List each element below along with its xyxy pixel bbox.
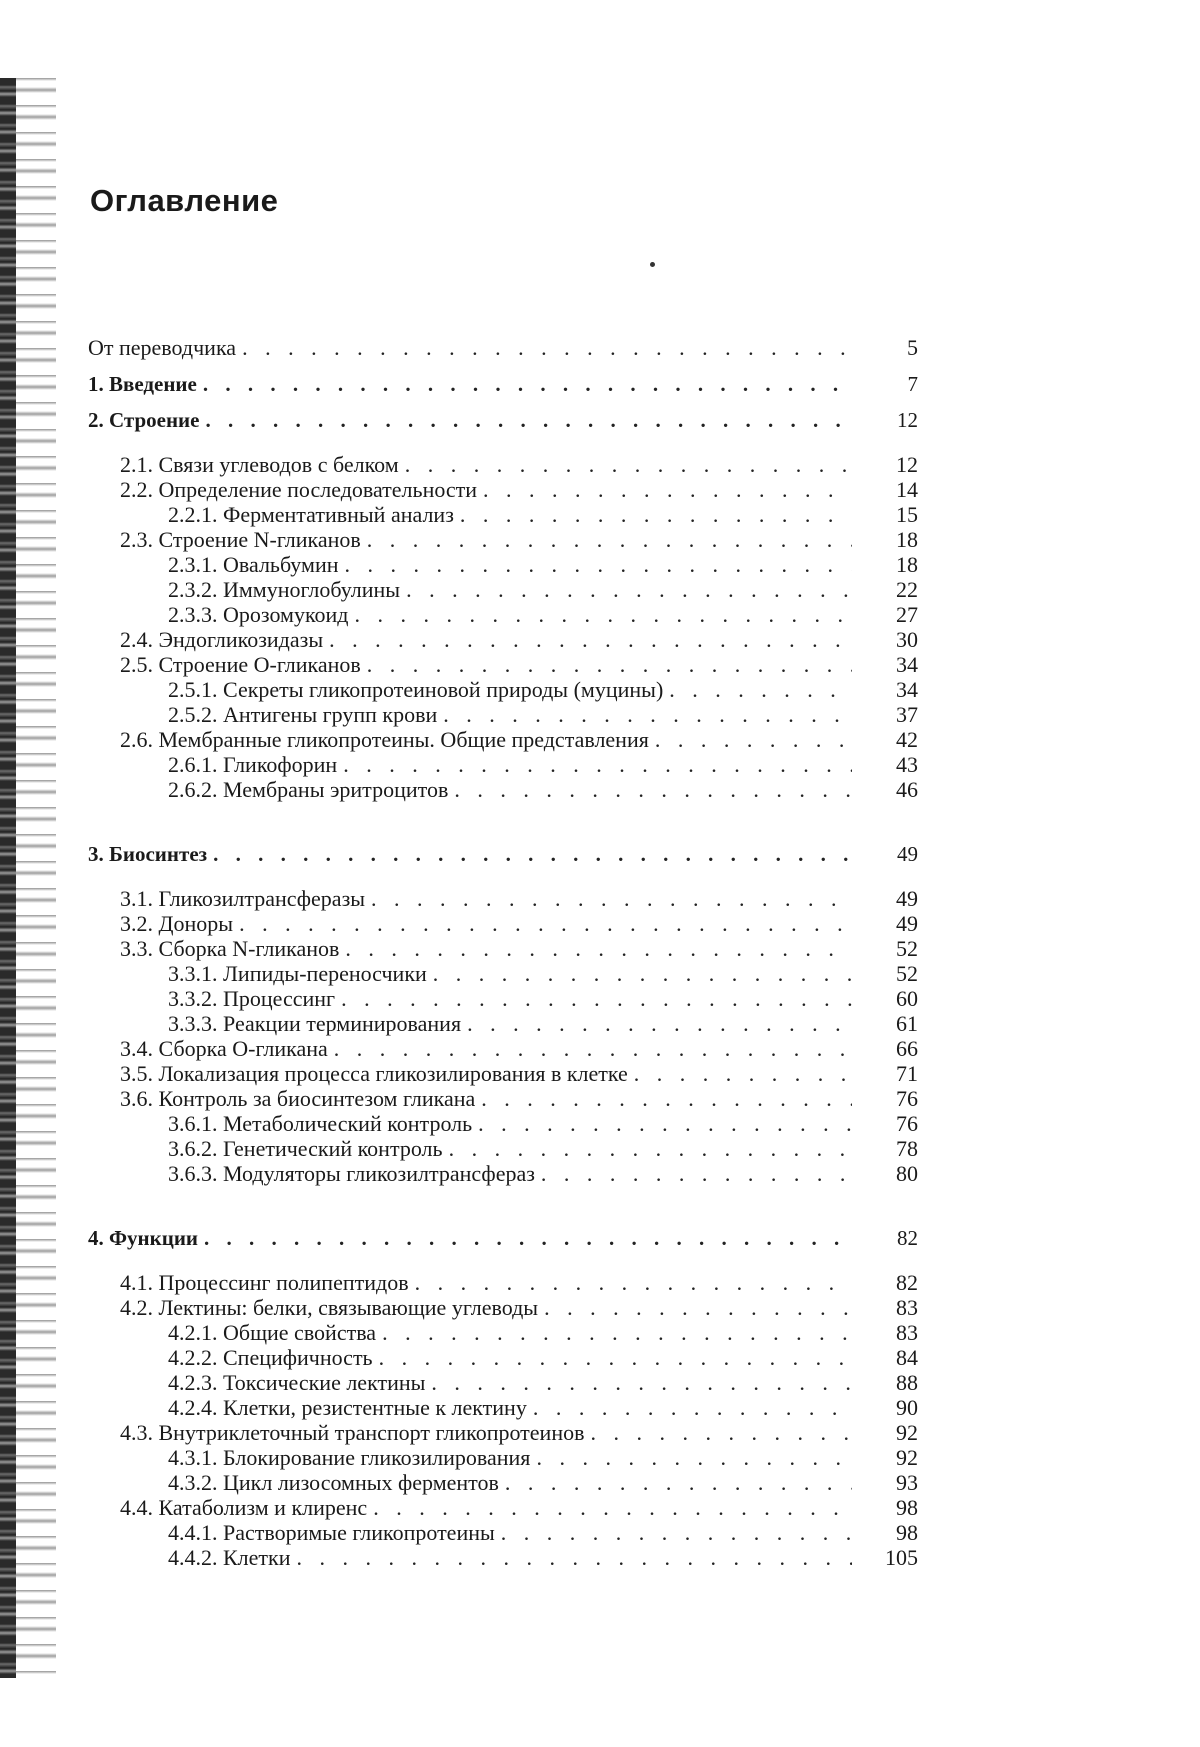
ink-speck	[650, 262, 655, 267]
toc-page-number: 12	[896, 452, 918, 477]
toc-entry[interactable]	[88, 366, 918, 402]
toc-entry-title: 3. Биосинтез	[88, 842, 208, 866]
toc-page-number: 98	[896, 1495, 918, 1520]
toc-page-number: 78	[896, 1136, 918, 1161]
scan-edge-noise	[16, 78, 56, 1678]
dot-leader	[449, 1136, 852, 1161]
toc-entry[interactable]	[88, 911, 918, 936]
toc-entry-title: 4.2.4. Клетки, резистентные к лектину	[168, 1395, 527, 1420]
toc-entry-title: 2.4. Эндогликозидазы	[120, 627, 324, 652]
table-of-contents	[88, 330, 918, 1570]
toc-entry[interactable]	[88, 1395, 918, 1420]
dot-leader	[367, 527, 852, 552]
toc-entry-title: 2.5.1. Секреты гликопротеиновой природы (муцины)	[168, 677, 664, 702]
toc-page-number: 92	[896, 1420, 918, 1445]
toc-page-number: 66	[896, 1036, 918, 1061]
dot-leader	[443, 702, 852, 727]
dot-leader	[345, 936, 852, 961]
toc-entry[interactable]	[88, 1086, 918, 1111]
toc-entry-title: 1. Введение	[88, 372, 197, 396]
dot-leader	[355, 602, 853, 627]
toc-entry[interactable]	[88, 477, 918, 502]
toc-page-number: 49	[896, 886, 918, 911]
toc-entry[interactable]	[88, 1295, 918, 1320]
toc-page-number: 92	[896, 1445, 918, 1470]
dot-leader	[242, 330, 852, 366]
toc-entry-title: 2.6.1. Гликофорин	[168, 752, 338, 777]
toc-entry[interactable]	[88, 1495, 918, 1520]
toc-entry[interactable]	[88, 677, 918, 702]
dot-leader	[655, 727, 852, 752]
toc-entry[interactable]	[88, 1011, 918, 1036]
toc-entry-title: 3.4. Сборка О-гликана	[120, 1036, 328, 1061]
dot-leader	[536, 1445, 852, 1470]
toc-entry-title: 2. Строение	[88, 408, 200, 432]
toc-entry-title: 2.2.1. Ферментативный анализ	[168, 502, 454, 527]
dot-leader	[341, 986, 852, 1011]
toc-page-number: 83	[896, 1320, 918, 1345]
dot-leader	[478, 1111, 852, 1136]
toc-entry-title: 3.5. Локализация процесса гликозилирования в клетке	[120, 1061, 628, 1086]
toc-page-number: 18	[896, 552, 918, 577]
dot-leader	[483, 477, 852, 502]
toc-entry-title: 3.6.1. Метаболический контроль	[168, 1111, 473, 1136]
dot-leader	[345, 552, 853, 577]
toc-entry[interactable]	[88, 627, 918, 652]
toc-page-number: 49	[896, 911, 918, 936]
dot-leader	[297, 1545, 853, 1570]
toc-entry[interactable]	[88, 727, 918, 752]
toc-entry-title: 3.6. Контроль за биосинтезом гликана	[120, 1086, 476, 1111]
dot-leader	[382, 1320, 852, 1345]
dot-leader	[454, 777, 852, 802]
toc-entry-title: 2.3.1. Овальбумин	[168, 552, 339, 577]
toc-page-number: 27	[896, 602, 918, 627]
dot-leader	[203, 366, 852, 402]
dot-leader	[371, 886, 852, 911]
toc-entry[interactable]	[88, 836, 918, 872]
toc-entry-title: 2.3.3. Орозомукоид	[168, 602, 349, 627]
scan-edge-shadow	[0, 78, 16, 1678]
toc-page-number: 34	[896, 652, 918, 677]
toc-entry[interactable]	[88, 602, 918, 627]
toc-entry[interactable]	[88, 1470, 918, 1495]
toc-entry[interactable]	[88, 1420, 918, 1445]
dot-leader	[431, 1370, 852, 1395]
dot-leader	[544, 1295, 852, 1320]
toc-entry[interactable]	[88, 1036, 918, 1061]
toc-entry-title: 2.3.2. Иммуноглобулины	[168, 577, 401, 602]
toc-entry[interactable]	[88, 702, 918, 727]
toc-entry-title: 4.2. Лектины: белки, связывающие углеводы	[120, 1295, 539, 1320]
toc-entry[interactable]	[88, 527, 918, 552]
toc-page-number: 84	[896, 1345, 918, 1370]
toc-entry-title: 3.1. Гликозилтрансферазы	[120, 886, 366, 911]
dot-leader	[334, 1036, 852, 1061]
dot-leader	[406, 577, 852, 602]
toc-page-number: 18	[896, 527, 918, 552]
dot-leader	[669, 677, 852, 702]
toc-entry-title: 3.3. Сборка N-гликанов	[120, 936, 340, 961]
toc-page-number: 93	[896, 1470, 918, 1495]
toc-page-number: 22	[896, 577, 918, 602]
toc-entry[interactable]	[88, 552, 918, 577]
toc-entry-title: 4.2.1. Общие свойства	[168, 1320, 377, 1345]
toc-entry-title: 4.2.3. Токсические лектины	[168, 1370, 426, 1395]
toc-page-number: 14	[896, 477, 918, 502]
dot-leader	[213, 836, 852, 872]
toc-entry[interactable]	[88, 452, 918, 477]
toc-page-number: 5	[907, 335, 918, 360]
dot-leader	[467, 1011, 852, 1036]
toc-entry[interactable]	[88, 1220, 918, 1256]
toc-entry[interactable]	[88, 1270, 918, 1295]
dot-leader	[373, 1495, 852, 1520]
toc-entry-title: 3.3.1. Липиды-переносчики	[168, 961, 427, 986]
dot-leader	[433, 961, 852, 986]
toc-entry-title: 4.4.2. Клетки	[168, 1545, 291, 1570]
toc-entry-title: 4. Функции	[88, 1226, 199, 1250]
toc-entry[interactable]	[88, 1061, 918, 1086]
toc-page-number: 30	[896, 627, 918, 652]
dot-leader	[505, 1470, 852, 1495]
toc-entry-title: От переводчика	[88, 335, 237, 360]
toc-entry[interactable]	[88, 1161, 918, 1186]
toc-entry-title: 3.3.2. Процессинг	[168, 986, 336, 1011]
dot-leader	[481, 1086, 852, 1111]
toc-entry[interactable]	[88, 1320, 918, 1345]
toc-entry[interactable]	[88, 1136, 918, 1161]
toc-page-number: 12	[897, 408, 918, 432]
toc-page-number: 82	[897, 1226, 918, 1250]
toc-page-number: 71	[896, 1061, 918, 1086]
dot-leader	[415, 1270, 852, 1295]
toc-entry[interactable]	[88, 1445, 918, 1470]
toc-page-number: 37	[896, 702, 918, 727]
dot-leader	[204, 1220, 852, 1256]
toc-entry[interactable]	[88, 1345, 918, 1370]
toc-entry[interactable]	[88, 502, 918, 527]
toc-entry[interactable]	[88, 1545, 918, 1570]
toc-page-number: 34	[896, 677, 918, 702]
toc-entry-title: 4.3.2. Цикл лизосомных ферментов	[168, 1470, 499, 1495]
toc-entry[interactable]	[88, 986, 918, 1011]
dot-leader	[541, 1161, 852, 1186]
toc-entry[interactable]	[88, 886, 918, 911]
toc-entry-title: 2.5.2. Антигены групп крови	[168, 702, 438, 727]
toc-entry-title: 2.1. Связи углеводов с белком	[120, 452, 399, 477]
toc-entry-title: 3.3.3. Реакции терминирования	[168, 1011, 462, 1036]
toc-entry[interactable]	[88, 777, 918, 802]
dot-leader	[239, 911, 852, 936]
toc-entry-title: 3.2. Доноры	[120, 911, 234, 936]
page-title: Оглавление	[90, 183, 279, 218]
dot-leader	[329, 627, 852, 652]
toc-entry-title: 3.6.3. Модуляторы гликозилтрансфераз	[168, 1161, 535, 1186]
dot-leader	[367, 652, 852, 677]
dot-leader	[501, 1520, 852, 1545]
toc-entry-title: 4.4.1. Растворимые гликопротеины	[168, 1520, 495, 1545]
dot-leader	[343, 752, 852, 777]
toc-page-number: 61	[896, 1011, 918, 1036]
toc-entry[interactable]	[88, 577, 918, 602]
dot-leader	[533, 1395, 852, 1420]
toc-page-number: 83	[896, 1295, 918, 1320]
dot-leader	[379, 1345, 852, 1370]
toc-page-number: 82	[896, 1270, 918, 1295]
toc-page-number: 88	[896, 1370, 918, 1395]
toc-entry[interactable]	[88, 652, 918, 677]
toc-page-number: 98	[896, 1520, 918, 1545]
toc-entry[interactable]	[88, 752, 918, 777]
dot-leader	[460, 502, 852, 527]
toc-entry-title: 2.5. Строение О-гликанов	[120, 652, 361, 677]
toc-page-number: 76	[896, 1111, 918, 1136]
toc-entry-title: 4.3. Внутриклеточный транспорт гликопротеинов	[120, 1420, 585, 1445]
toc-entry[interactable]	[88, 936, 918, 961]
toc-entry-title: 2.3. Строение N-гликанов	[120, 527, 361, 552]
toc-page-number: 52	[896, 961, 918, 986]
dot-leader	[205, 402, 852, 438]
toc-page-number: 15	[896, 502, 918, 527]
toc-entry[interactable]	[88, 1111, 918, 1136]
toc-entry-title: 4.1. Процессинг полипептидов	[120, 1270, 409, 1295]
toc-page-number: 42	[896, 727, 918, 752]
toc-page-number: 76	[896, 1086, 918, 1111]
toc-entry-title: 2.2. Определение последовательности	[120, 477, 478, 502]
toc-entry[interactable]	[88, 1370, 918, 1395]
toc-entry-title: 4.2.2. Специфичность	[168, 1345, 373, 1370]
dot-leader	[405, 452, 852, 477]
toc-page-number: 43	[896, 752, 918, 777]
toc-page-number: 90	[896, 1395, 918, 1420]
dot-leader	[634, 1061, 852, 1086]
toc-entry-title: 4.4. Катаболизм и клиренс	[120, 1495, 368, 1520]
toc-entry[interactable]	[88, 961, 918, 986]
toc-page-number: 80	[896, 1161, 918, 1186]
toc-entry[interactable]	[88, 330, 918, 366]
toc-page-number: 49	[897, 842, 918, 866]
toc-page-number: 105	[885, 1545, 918, 1570]
toc-page-number: 60	[896, 986, 918, 1011]
toc-entry-title: 2.6. Мембранные гликопротеины. Общие представления	[120, 727, 649, 752]
toc-page-number: 7	[907, 372, 918, 396]
toc-entry[interactable]	[88, 402, 918, 438]
toc-page-number: 52	[896, 936, 918, 961]
toc-entry-title: 4.3.1. Блокирование гликозилирования	[168, 1445, 531, 1470]
dot-leader	[591, 1420, 853, 1445]
toc-entry-title: 3.6.2. Генетический контроль	[168, 1136, 443, 1161]
toc-entry[interactable]	[88, 1520, 918, 1545]
toc-page-number: 46	[896, 777, 918, 802]
toc-entry-title: 2.6.2. Мембраны эритроцитов	[168, 777, 449, 802]
